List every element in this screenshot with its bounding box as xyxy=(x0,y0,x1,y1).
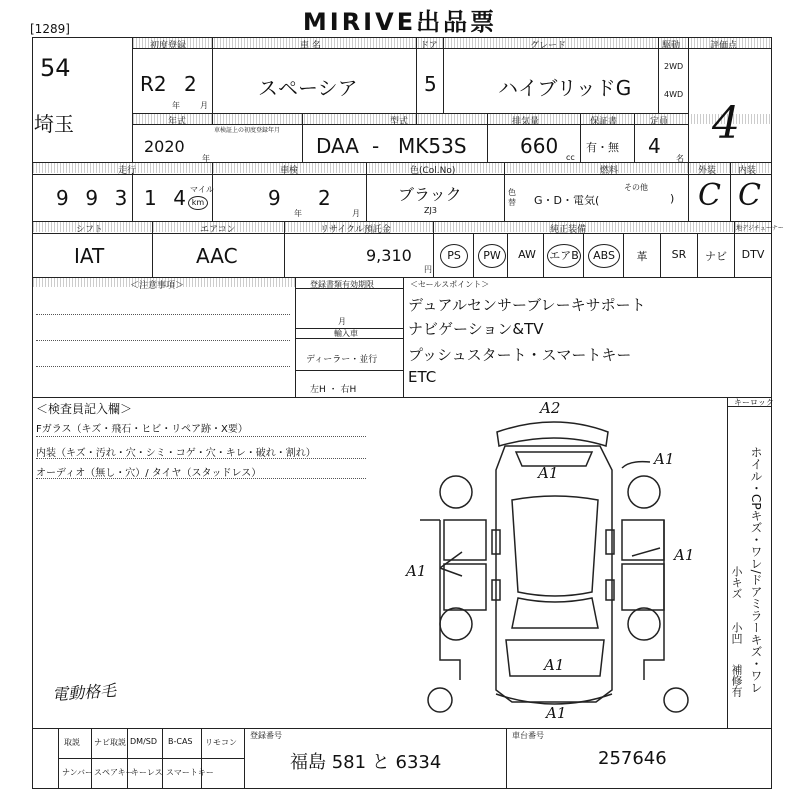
rule xyxy=(284,221,285,277)
color-change-label: 色替 xyxy=(508,188,516,207)
drive-4wd: 4WD xyxy=(664,90,684,99)
model-year-header: 年式 xyxy=(168,117,187,127)
displacement: 660 xyxy=(520,134,559,158)
caution-header: ＜注意事項＞ xyxy=(130,281,185,291)
inspection-year: 9 xyxy=(268,186,281,210)
rule xyxy=(473,233,474,277)
region: 埼玉 xyxy=(34,112,74,136)
footer-keyless: キーレス xyxy=(131,768,163,777)
rule xyxy=(403,277,404,397)
model-year: 2020 xyxy=(144,137,185,156)
color: ブラック xyxy=(398,185,462,204)
row2-header-band xyxy=(133,114,771,124)
footer-navi-manual: ナビ取説 xyxy=(94,738,126,747)
interior-header: 内装 xyxy=(738,166,757,176)
mark-rear: A2 xyxy=(540,399,561,417)
inspector-line1: Fガラス（キズ・飛石・ヒビ・リペア跡・X要） xyxy=(36,424,248,435)
mileage-header: 走行 xyxy=(118,166,137,176)
inspection-month: 2 xyxy=(318,186,331,210)
mileage-digit: 9 xyxy=(56,186,69,210)
warranty: 有・無 xyxy=(586,141,619,154)
exterior-header: 外装 xyxy=(698,166,717,176)
model-year-suffix: 年 xyxy=(202,154,210,163)
equip-sunroof: SR xyxy=(671,248,687,261)
fuel-other: その他 xyxy=(624,183,648,192)
color-code: ZJ3 xyxy=(424,206,437,215)
rule xyxy=(127,728,128,789)
inspector-header: ＜検査員記入欄＞ xyxy=(36,402,133,416)
month-unit: 月 xyxy=(200,101,208,110)
equip-dtv: DTV xyxy=(741,248,765,261)
rule xyxy=(623,233,624,277)
mileage-unit-top: マイル xyxy=(190,185,214,194)
small-dent-label: 小凹 xyxy=(730,622,743,644)
rule xyxy=(295,370,403,371)
rule xyxy=(201,728,202,789)
mileage-digits xyxy=(56,186,186,210)
footer-dm-sd: DM/SD xyxy=(130,737,157,746)
footer-manual: 取説 xyxy=(64,738,80,747)
equip-aw: AW xyxy=(518,248,536,261)
rule xyxy=(152,221,153,277)
equip-pw: PW xyxy=(478,244,506,268)
footer-spare-key: スペアキー xyxy=(94,768,134,777)
chassis-number: 257646 xyxy=(598,748,667,769)
inspection-year-unit: 年 xyxy=(294,209,302,218)
car-name-header: 車 名 xyxy=(300,41,321,51)
rule xyxy=(33,162,772,163)
equip-ps: PS xyxy=(440,244,468,268)
rule xyxy=(33,397,772,398)
interior-grade: C xyxy=(738,178,761,213)
import-header: 輸入車 xyxy=(334,329,358,338)
inspector-line xyxy=(36,478,366,479)
fuel-close: ) xyxy=(670,192,675,205)
recycle-unit: 円 xyxy=(424,265,432,274)
rule xyxy=(504,162,505,222)
equip-abs: ABS xyxy=(588,244,620,268)
caution-line xyxy=(36,340,290,341)
first-reg-header: 初度登録 xyxy=(150,41,187,51)
tv-tuner-header: 地デジチューナー xyxy=(736,225,784,232)
mileage-digit: 4 xyxy=(173,186,186,210)
row4-header-band xyxy=(33,222,771,232)
grade-header: グレード xyxy=(530,41,567,51)
year-unit: 年 xyxy=(172,101,180,110)
equip-leather: 革 xyxy=(636,250,648,263)
sales-point: ナビゲーション&TV xyxy=(408,320,544,338)
drive-header: 駆動 xyxy=(662,41,681,51)
fuel-header: 燃料 xyxy=(600,166,619,176)
rule xyxy=(212,37,213,125)
mileage-unit: km xyxy=(188,196,208,210)
mileage-digit: 9 xyxy=(85,186,99,210)
chassis-header: 車台番号 xyxy=(512,731,544,740)
model-code: MK53S xyxy=(398,134,467,158)
rule xyxy=(58,758,244,759)
keylock-label: キーロック xyxy=(734,398,774,407)
rule xyxy=(688,37,689,163)
capacity-unit: 名 xyxy=(676,154,684,163)
rule xyxy=(583,233,584,277)
car-name: スペーシア xyxy=(258,76,358,100)
color-header: 色(Col.No) xyxy=(410,166,456,176)
dereg-header: 登録書類有効期限 xyxy=(310,280,374,289)
caution-line xyxy=(36,366,290,367)
sales-header: ＜セールスポイント＞ xyxy=(410,280,490,289)
grade: ハイブリッドG xyxy=(498,76,632,100)
model-header: 型式 xyxy=(390,117,409,127)
capacity-header: 定員 xyxy=(650,117,669,127)
rule xyxy=(58,728,59,789)
doors-header: ドア xyxy=(420,41,438,51)
inspection-month-unit: 月 xyxy=(352,209,360,218)
first-reg-era: R2 xyxy=(140,72,167,96)
exterior-grade: C xyxy=(698,178,721,213)
shift: IAT xyxy=(74,244,105,268)
mark-trunk: A1 xyxy=(544,656,565,674)
equip-navi: ナビ xyxy=(705,250,727,263)
sales-point: ETC xyxy=(408,368,437,386)
rule xyxy=(443,37,444,113)
model-prefix: DAA xyxy=(316,134,359,158)
rule xyxy=(697,233,698,277)
doors: 5 xyxy=(424,72,437,96)
first-reg-year: 2 xyxy=(184,72,197,96)
caution-line xyxy=(36,314,290,315)
inspection-header: 車検 xyxy=(280,166,299,176)
rule xyxy=(506,728,507,789)
rule xyxy=(33,728,772,729)
row3-header-band xyxy=(33,163,771,173)
rule xyxy=(487,113,488,163)
right-vertical-text: ホイル・CPキズ・ワレ/ドアミラーキズ・ワレ xyxy=(749,446,763,694)
footer-bcas: B-CAS xyxy=(168,737,193,746)
rule xyxy=(366,162,367,222)
rule xyxy=(543,233,544,277)
ac: AAC xyxy=(196,244,238,268)
warranty-header: 保証書 xyxy=(590,117,618,127)
recycle-header: リサイクル預託金 xyxy=(320,225,391,235)
rule xyxy=(91,728,92,789)
repair-label: 補修有 xyxy=(730,664,743,697)
rule xyxy=(634,113,635,163)
mark-front-right: A1 xyxy=(654,450,675,468)
rule xyxy=(416,37,417,125)
handle-side: 左H ・ 右H xyxy=(310,385,357,395)
mark-bottom: A1 xyxy=(546,704,567,722)
plate-number: 福島 581 と 6334 xyxy=(290,752,442,773)
rule xyxy=(730,162,731,222)
inspector-line xyxy=(36,458,366,459)
inspector-handwritten: 電動格毛 xyxy=(51,680,117,705)
small-scratch-label: 小キズ xyxy=(730,566,743,599)
footer-smart-key: スマートキー xyxy=(166,768,214,777)
rule xyxy=(433,221,434,277)
drive-2wd: 2WD xyxy=(664,62,684,71)
model-dash: - xyxy=(372,134,380,158)
ac-header: エアコン xyxy=(200,225,236,235)
rule xyxy=(507,233,508,277)
capacity: 4 xyxy=(648,134,661,158)
mileage-digit: 3 xyxy=(114,186,128,210)
sheet-title: MIRIVE出品票 xyxy=(302,8,498,36)
sales-point: デュアルセンサーブレーキサポート xyxy=(408,296,646,314)
score-header: 評価点 xyxy=(710,41,738,51)
sales-point: プッシュスタート・スマートキー xyxy=(408,346,632,364)
mark-hood: A1 xyxy=(538,464,559,482)
rule xyxy=(688,162,689,222)
rule xyxy=(580,113,581,163)
rule xyxy=(658,37,659,114)
inspector-line3: オーディオ（無し・穴）/ タイヤ（スタッドレス） xyxy=(36,468,262,479)
import-type: ディーラー・並行 xyxy=(306,355,378,365)
inspection-note: 車検証上の初度登録年月 xyxy=(214,127,281,134)
fuel-options: G・D・電気( xyxy=(534,194,600,207)
rule xyxy=(660,233,661,277)
rule xyxy=(33,174,772,175)
lot-number: 54 xyxy=(40,54,71,82)
shift-header: シフト xyxy=(76,225,104,235)
rule xyxy=(295,277,296,397)
footer-remote: リモコン xyxy=(205,738,237,747)
inspector-line2: 内装（キズ・汚れ・穴・シミ・コゲ・穴・キレ・破れ・割れ） xyxy=(36,448,316,459)
rule xyxy=(33,221,772,222)
cc-unit: cc xyxy=(566,153,575,162)
recycle-fee: 9,310 xyxy=(366,246,412,265)
rule xyxy=(162,728,163,789)
mileage-digit: 1 xyxy=(143,186,157,210)
footer-plate: ナンバー xyxy=(62,768,94,777)
lot-bracket: [1289] xyxy=(30,22,70,36)
equipment-header: 純正装備 xyxy=(550,225,587,235)
rule xyxy=(33,233,772,234)
equip-airbag: エアB xyxy=(547,244,581,268)
rule xyxy=(734,221,735,277)
mark-right: A1 xyxy=(674,546,695,564)
inspector-line xyxy=(36,436,366,437)
rule xyxy=(302,113,303,163)
plate-header: 登録番号 xyxy=(250,731,282,740)
rule xyxy=(244,728,245,789)
score: 4 xyxy=(712,98,740,149)
dereg-month: 月 xyxy=(338,317,346,326)
displacement-header: 排気量 xyxy=(512,117,540,127)
mark-left: A1 xyxy=(406,562,427,580)
